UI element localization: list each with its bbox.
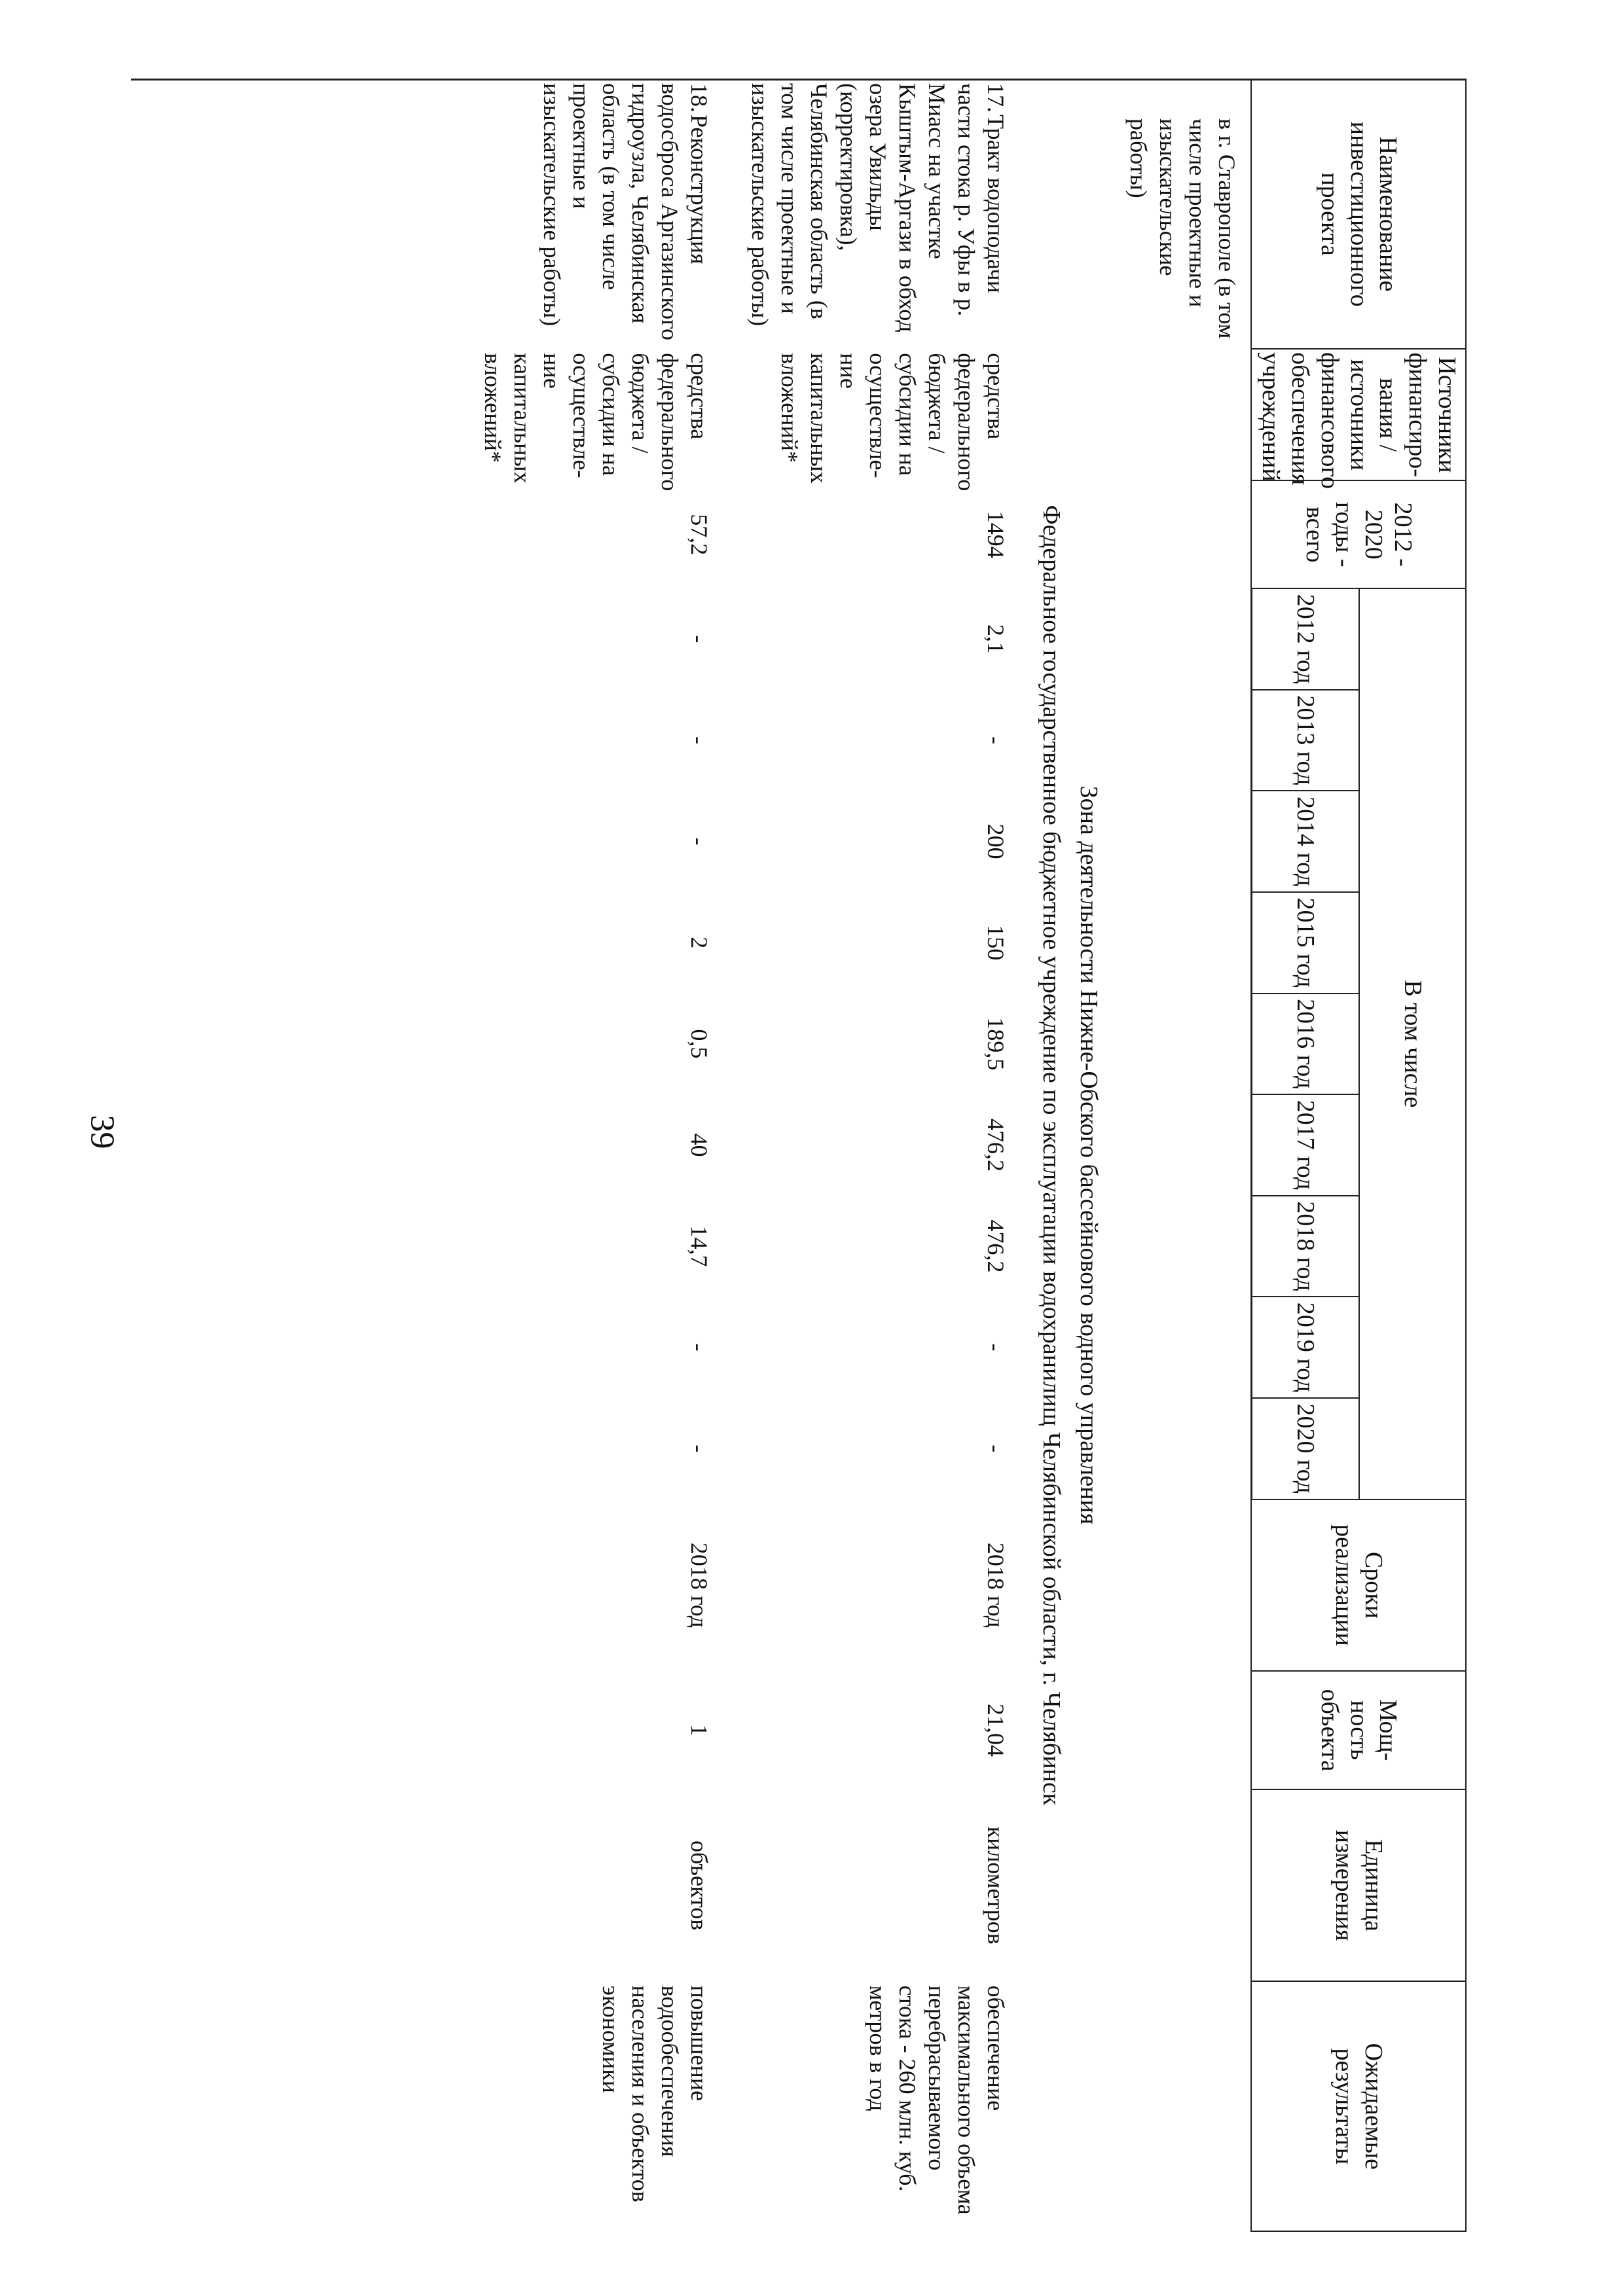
header-year: 2016 год [1251, 994, 1359, 1095]
zone-subtitle-row [1015, 79, 1069, 2231]
project-name: Тракт водоподачи части стока р. Уфы в р. Миасс на участке Кыштым-Аргази в обход озера Увильды (корректировка), Челябинская область (в том числе проектные и изыскательские работы) [747, 83, 1010, 332]
year-value: 2 [686, 937, 713, 949]
capacity-value: 21,04 [983, 1704, 1010, 1757]
page-number: 39 [83, 1115, 121, 1149]
unit-value: километров [983, 1826, 1010, 1945]
header-term: Сроки реализации [1251, 1499, 1466, 1672]
table-left-border [131, 79, 1467, 81]
header-name: Наименование инвестиционного проекта [1251, 79, 1466, 349]
row-number: 18. [686, 83, 713, 113]
header-sources: Источники финансиро-вания / источники финансового обеспечения учреждений [1251, 349, 1466, 480]
table-row [473, 79, 740, 2231]
header-year: 2014 год [1251, 791, 1359, 892]
carry-over-row [1118, 79, 1251, 2231]
term-value: 2018 год [686, 1542, 713, 1628]
year-value: - [686, 837, 713, 846]
year-value: 0,5 [686, 1029, 713, 1059]
header-year: 2013 год [1251, 690, 1359, 791]
total-value: 1494 [983, 511, 1010, 558]
header-year: 2019 год [1251, 1297, 1359, 1398]
year-value: - [983, 736, 1010, 745]
zone-subtitle: Федеральное государственное бюджетное учреждение по эксплуатации водохранилищ Челябинской области, г. Челябинск [1037, 505, 1065, 1806]
zone-title-row [1069, 79, 1119, 2231]
year-value: 189,5 [983, 1017, 1010, 1071]
header-results: Ожидаемые результаты [1251, 1981, 1466, 2231]
year-value: 14,7 [686, 1225, 713, 1267]
project-name-cell [473, 79, 740, 349]
project-name: Реконструкция водосброса Аргазинского гидроузла, Челябинская область (в том числе проектные и изыскательские работы) [539, 83, 713, 340]
investment-projects-table [473, 79, 1467, 2232]
header-including: В том числе [1359, 588, 1466, 1499]
header-year: 2012 год [1251, 588, 1359, 690]
rotated-table-page [131, 79, 1467, 2232]
year-value: - [983, 1343, 1010, 1352]
carry-over-name: в г. Ставрополе (в том числе проектные и изыскательские работы) [1125, 118, 1241, 339]
header-capacity: Мощ-ность объекта [1251, 1671, 1466, 1789]
year-value: - [686, 1444, 713, 1453]
header-year: 2015 год [1251, 892, 1359, 994]
table-row [740, 79, 1015, 2231]
expected-result: обеспечение максимального объема перебрасываемого стока - 260 млн. куб. метров в год [865, 1985, 1010, 2215]
year-value: - [686, 736, 713, 745]
header-year: 2017 год [1251, 1094, 1359, 1196]
expected-result: повышение водообеспечения населения и объектов экономики [598, 1985, 713, 2202]
unit-value: объектов [686, 1840, 713, 1931]
zone-title: Зона деятельности Нижне-Обского бассейнового водного управления [1075, 785, 1103, 1525]
year-value: 200 [983, 823, 1010, 859]
year-value: 40 [686, 1133, 713, 1157]
header-unit: Единица измерения [1251, 1789, 1466, 1982]
header-total: 2012 - 2020 годы - всего [1251, 480, 1466, 588]
year-value: 476,2 [983, 1219, 1010, 1273]
year-value: 2,1 [983, 624, 1010, 654]
header-year: 2018 год [1251, 1196, 1359, 1297]
row-number: 17. [983, 83, 1010, 113]
year-value: 476,2 [983, 1118, 1010, 1172]
year-value: 150 [983, 925, 1010, 961]
total-value: 57,2 [686, 514, 713, 556]
project-name-cell [740, 79, 1015, 349]
year-value: - [686, 635, 713, 643]
header-year: 2020 год [1251, 1398, 1359, 1499]
year-value: - [983, 1444, 1010, 1453]
funding-source: средства федерального бюджета / субсидии на осуществле-ние капитальных вложений* [776, 353, 1010, 492]
term-value: 2018 год [983, 1542, 1010, 1628]
year-value: - [686, 1343, 713, 1352]
funding-source: средства федерального бюджета / субсидии на осуществле-ние капитальных вложений* [480, 353, 713, 492]
capacity-value: 1 [686, 1724, 713, 1736]
header-row-1 [1359, 79, 1466, 2231]
